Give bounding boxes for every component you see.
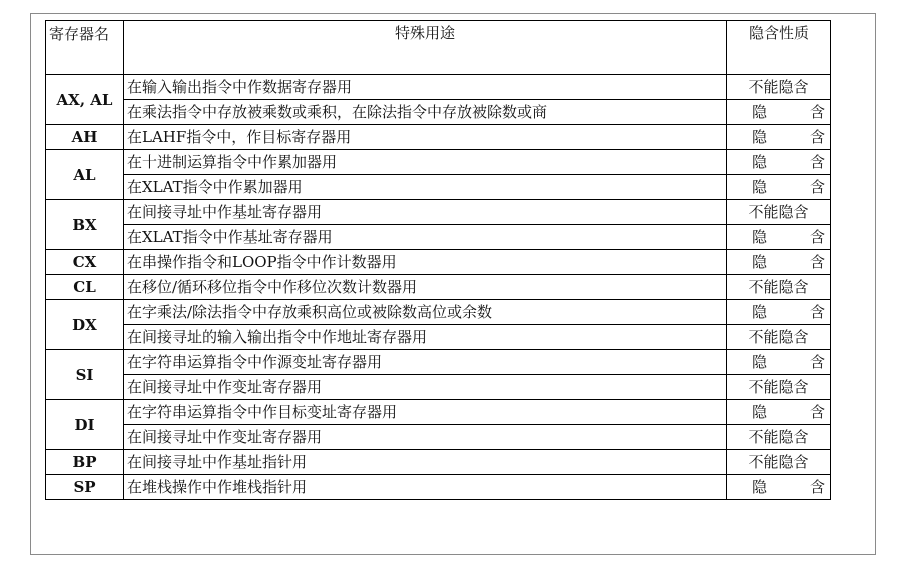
usage-cell: 在间接寻址中作基址指针用 <box>124 450 727 475</box>
register-name-cell: BP <box>46 450 124 475</box>
header-register-name: 寄存器名 <box>46 21 124 75</box>
table-row <box>46 325 831 350</box>
usage-cell: 在字符串运算指令中作源变址寄存器用 <box>124 350 727 375</box>
implicit-nature-cell: 不能隐含 <box>727 200 831 225</box>
nature-char: 含 <box>809 228 825 246</box>
table-row <box>46 175 831 200</box>
nature-char: 隐 <box>752 178 768 196</box>
register-name-cell: SP <box>46 475 124 500</box>
usage-cell: 在移位/循环移位指令中作移位次数计数器用 <box>124 275 727 300</box>
nature-char: 隐 <box>752 403 768 421</box>
implicit-nature-cell: 不能隐含 <box>727 325 831 350</box>
table-row <box>46 350 831 375</box>
table-row <box>46 375 831 400</box>
implicit-nature-cell: 不能隐含 <box>727 425 831 450</box>
register-name-cell: AX, AL <box>46 75 124 125</box>
nature-char: 含 <box>809 478 825 496</box>
nature-char: 含 <box>809 128 825 146</box>
usage-cell: 在LAHF指令中，作目标寄存器用 <box>124 125 727 150</box>
usage-cell: 在输入输出指令中作数据寄存器用 <box>124 75 727 100</box>
nature-char: 隐 <box>752 353 768 371</box>
nature-char: 隐 <box>752 303 768 321</box>
header-special-usage: 特殊用途 <box>124 21 727 75</box>
implicit-nature-cell <box>727 100 831 125</box>
table-row <box>46 300 831 325</box>
implicit-nature-cell: 不能隐含 <box>727 275 831 300</box>
register-name-cell: CL <box>46 275 124 300</box>
register-name-cell: DI <box>46 400 124 450</box>
implicit-nature-cell: 不能隐含 <box>727 375 831 400</box>
implicit-nature-cell: 不能隐含 <box>727 75 831 100</box>
usage-cell: 在XLAT指令中作累加器用 <box>124 175 727 200</box>
nature-char: 隐 <box>752 103 768 121</box>
register-name-cell: SI <box>46 350 124 400</box>
nature-char: 隐 <box>752 228 768 246</box>
table-row <box>46 425 831 450</box>
usage-cell: 在字符串运算指令中作目标变址寄存器用 <box>124 400 727 425</box>
nature-char: 含 <box>809 303 825 321</box>
nature-char: 隐 <box>752 478 768 496</box>
table-row <box>46 275 831 300</box>
nature-char: 含 <box>809 103 825 121</box>
implicit-nature-cell <box>727 400 831 425</box>
usage-cell: 在字乘法/除法指令中存放乘积高位或被除数高位或余数 <box>124 300 727 325</box>
usage-cell: 在乘法指令中存放被乘数或乘积，在除法指令中存放被除数或商 <box>124 100 727 125</box>
register-usage-table <box>45 20 831 500</box>
nature-char: 隐 <box>752 128 768 146</box>
table-row <box>46 125 831 150</box>
table-row <box>46 150 831 175</box>
register-name-cell: CX <box>46 250 124 275</box>
nature-char: 含 <box>809 403 825 421</box>
register-name-cell: DX <box>46 300 124 350</box>
implicit-nature-cell <box>727 225 831 250</box>
register-name-cell: BX <box>46 200 124 250</box>
nature-char: 隐 <box>752 253 768 271</box>
table-row <box>46 200 831 225</box>
register-name-cell: AL <box>46 150 124 200</box>
table-row <box>46 250 831 275</box>
implicit-nature-cell <box>727 475 831 500</box>
table-row <box>46 400 831 425</box>
usage-cell: 在十进制运算指令中作累加器用 <box>124 150 727 175</box>
usage-cell: 在串操作指令和LOOP指令中作计数器用 <box>124 250 727 275</box>
implicit-nature-cell <box>727 150 831 175</box>
usage-cell: 在间接寻址的输入输出指令中作地址寄存器用 <box>124 325 727 350</box>
table-row <box>46 225 831 250</box>
table-row <box>46 100 831 125</box>
implicit-nature-cell: 不能隐含 <box>727 450 831 475</box>
table-row <box>46 75 831 100</box>
table-row <box>46 450 831 475</box>
implicit-nature-cell <box>727 300 831 325</box>
header-row <box>46 21 831 75</box>
implicit-nature-cell <box>727 250 831 275</box>
header-implicit-nature: 隐含性质 <box>727 21 831 75</box>
usage-cell: 在间接寻址中作变址寄存器用 <box>124 375 727 400</box>
usage-cell: 在间接寻址中作变址寄存器用 <box>124 425 727 450</box>
implicit-nature-cell <box>727 175 831 200</box>
usage-cell: 在间接寻址中作基址寄存器用 <box>124 200 727 225</box>
nature-char: 隐 <box>752 153 768 171</box>
register-name-cell: AH <box>46 125 124 150</box>
implicit-nature-cell <box>727 125 831 150</box>
nature-char: 含 <box>809 353 825 371</box>
nature-char: 含 <box>809 153 825 171</box>
nature-char: 含 <box>809 178 825 196</box>
implicit-nature-cell <box>727 350 831 375</box>
table-row <box>46 475 831 500</box>
usage-cell: 在堆栈操作中作堆栈指针用 <box>124 475 727 500</box>
usage-cell: 在XLAT指令中作基址寄存器用 <box>124 225 727 250</box>
nature-char: 含 <box>809 253 825 271</box>
